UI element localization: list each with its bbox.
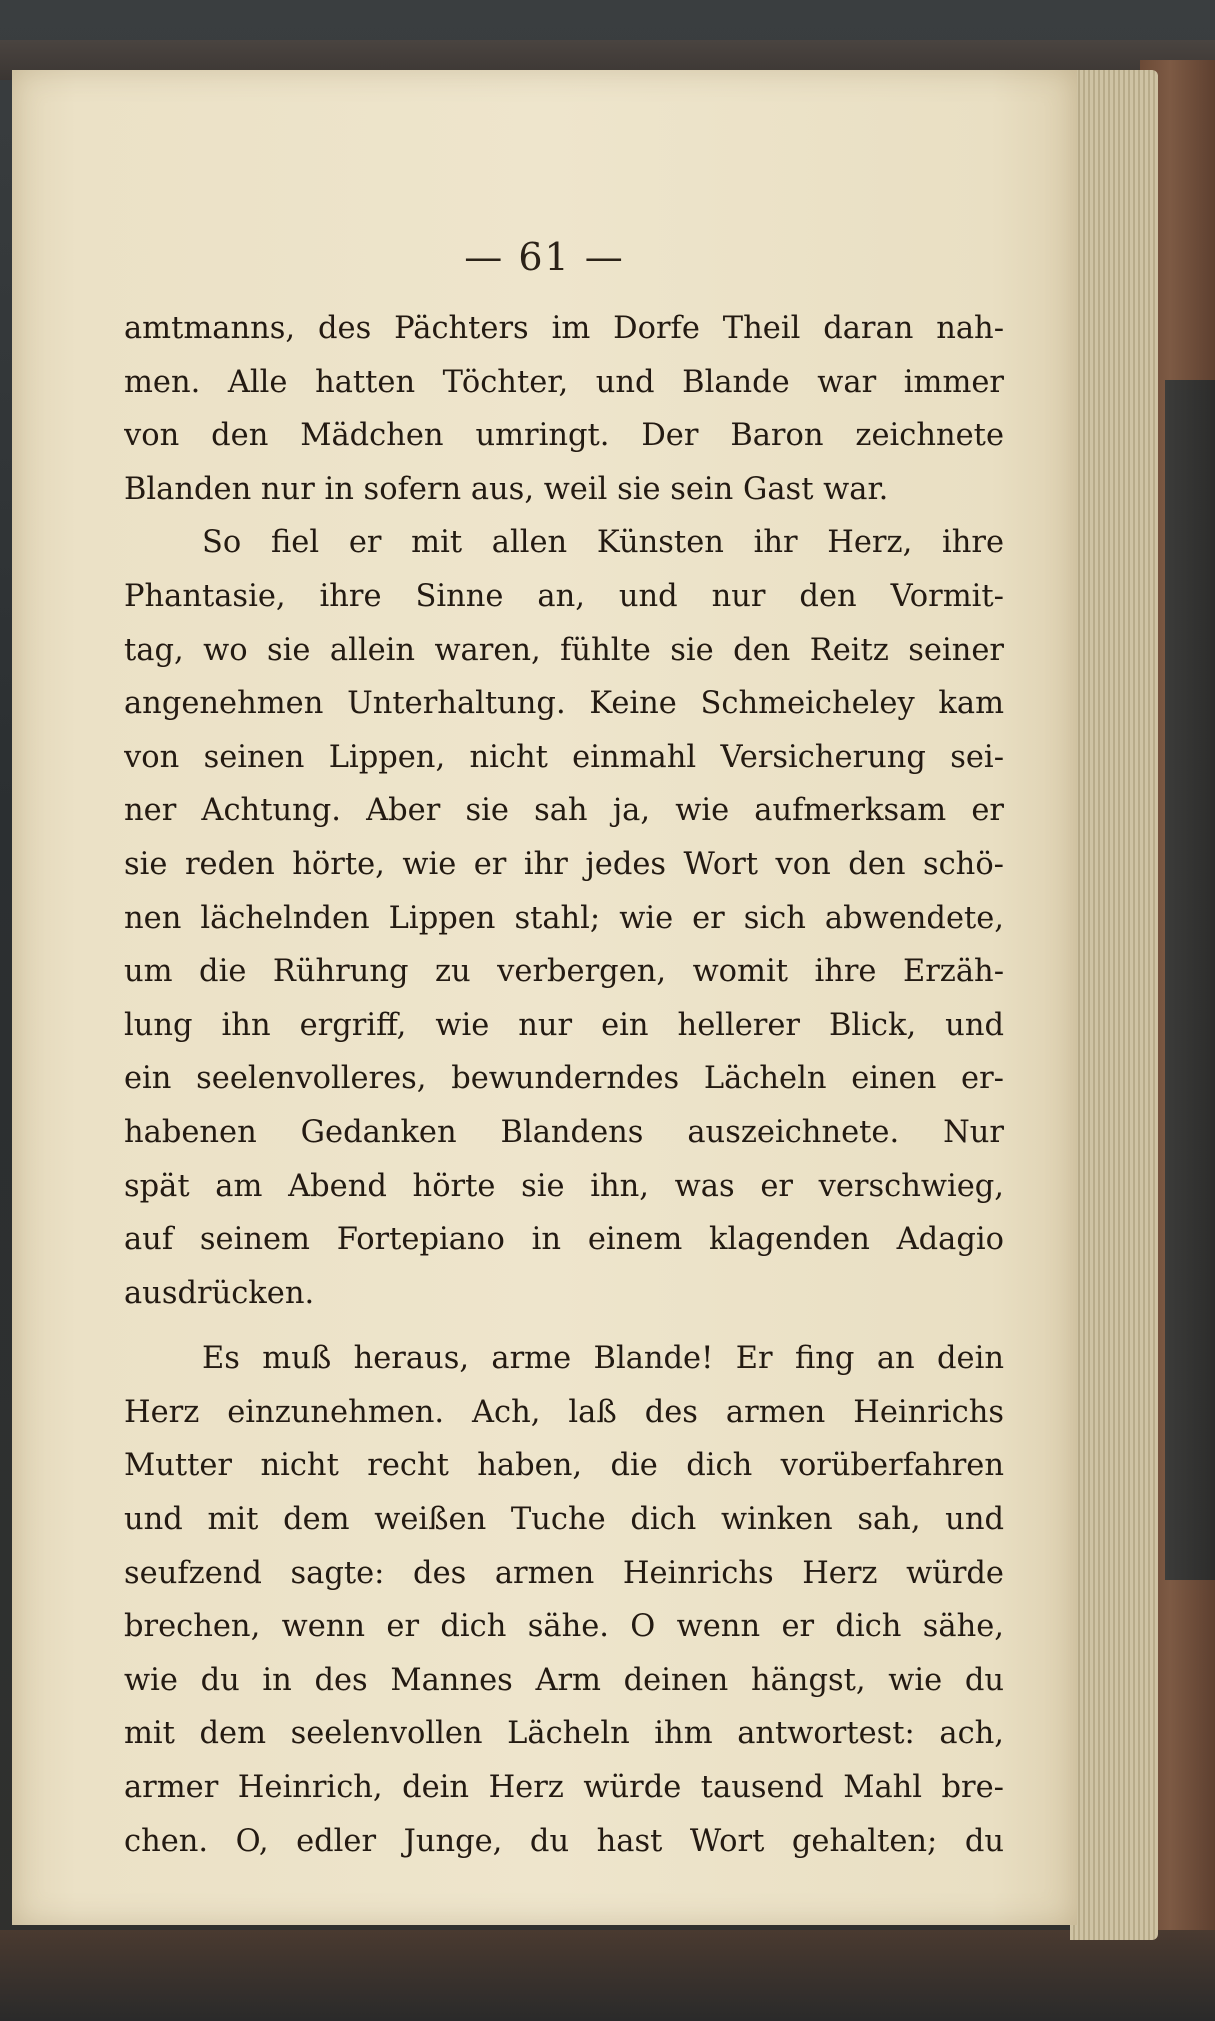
text-line: und mit dem weißen Tuche dich winken sah, und	[124, 1502, 1004, 1538]
text-line: Blanden nur in sofern aus, weil sie sein Gast war.	[124, 471, 889, 507]
text-line: Mutter nicht recht haben, die dich vorüberfahren	[124, 1448, 1004, 1484]
text-line: Phantasie, ihre Sinne an, und nur den Vormit-	[124, 578, 1004, 614]
text-line: brechen, wenn er dich sähe. O wenn er dich sähe,	[124, 1609, 1004, 1645]
text-line: ein seelenvolleres, bewunderndes Lächeln einen er-	[124, 1061, 1004, 1097]
text-line: angenehmen Unterhaltung. Keine Schmeicheley kam	[124, 686, 1004, 722]
text-line: spät am Abend hörte sie ihn, was er verschwieg,	[124, 1168, 1004, 1204]
page-number: — 61 —	[464, 235, 625, 279]
text-line: seufzend sagte: des armen Heinrichs Herz würde	[124, 1555, 1004, 1591]
text-line: men. Alle hatten Töchter, und Blande war immer	[124, 364, 1004, 400]
text-line: armer Heinrich, dein Herz würde tausend Mahl bre-	[124, 1770, 1004, 1806]
text-line: auf seinem Fortepiano in einem klagenden Adagio	[124, 1222, 1004, 1258]
book-cover-bottom	[0, 1930, 1215, 2021]
text-line: tag, wo sie allein waren, fühlte sie den Reitz seiner	[124, 632, 1004, 668]
body-text	[124, 302, 1004, 1868]
text-line: wie du in des Mannes Arm deinen hängst, wie du	[124, 1662, 1004, 1698]
text-line: ner Achtung. Aber sie sah ja, wie aufmerksam er	[124, 793, 1004, 829]
page-edges	[1070, 70, 1158, 1940]
text-line: lung ihn ergriff, wie nur ein hellerer Blick, und	[124, 1007, 1004, 1043]
text-line: Herz einzunehmen. Ach, laß des armen Heinrichs	[124, 1394, 1004, 1430]
text-line: chen. O, edler Junge, du hast Wort gehalten; du	[124, 1823, 1004, 1859]
book-cover-dark-patch	[1165, 380, 1215, 1580]
text-line: sie reden hörte, wie er ihr jedes Wort von den schö-	[124, 846, 1004, 882]
text-line: habenen Gedanken Blandens auszeichnete. Nur	[124, 1114, 1004, 1150]
text-line: um die Rührung zu verbergen, womit ihre Erzäh-	[124, 954, 1004, 990]
text-line: ausdrücken.	[124, 1275, 315, 1311]
text-line: von den Mädchen umringt. Der Baron zeichnete	[124, 418, 1004, 454]
text-line: Es muß heraus, arme Blande! Er fing an dein	[202, 1341, 1004, 1377]
text-line: mit dem seelenvollen Lächeln ihm antwortest: ach,	[124, 1716, 1004, 1752]
text-line: amtmanns, des Pächters im Dorfe Theil daran nah-	[124, 311, 1004, 346]
text-line: von seinen Lippen, nicht einmahl Versicherung sei-	[124, 739, 1004, 775]
text-line: So fiel er mit allen Künsten ihr Herz, ihre	[202, 525, 1004, 561]
text-line: nen lächelnden Lippen stahl; wie er sich abwendete,	[124, 900, 1004, 936]
book-page	[12, 70, 1077, 1925]
